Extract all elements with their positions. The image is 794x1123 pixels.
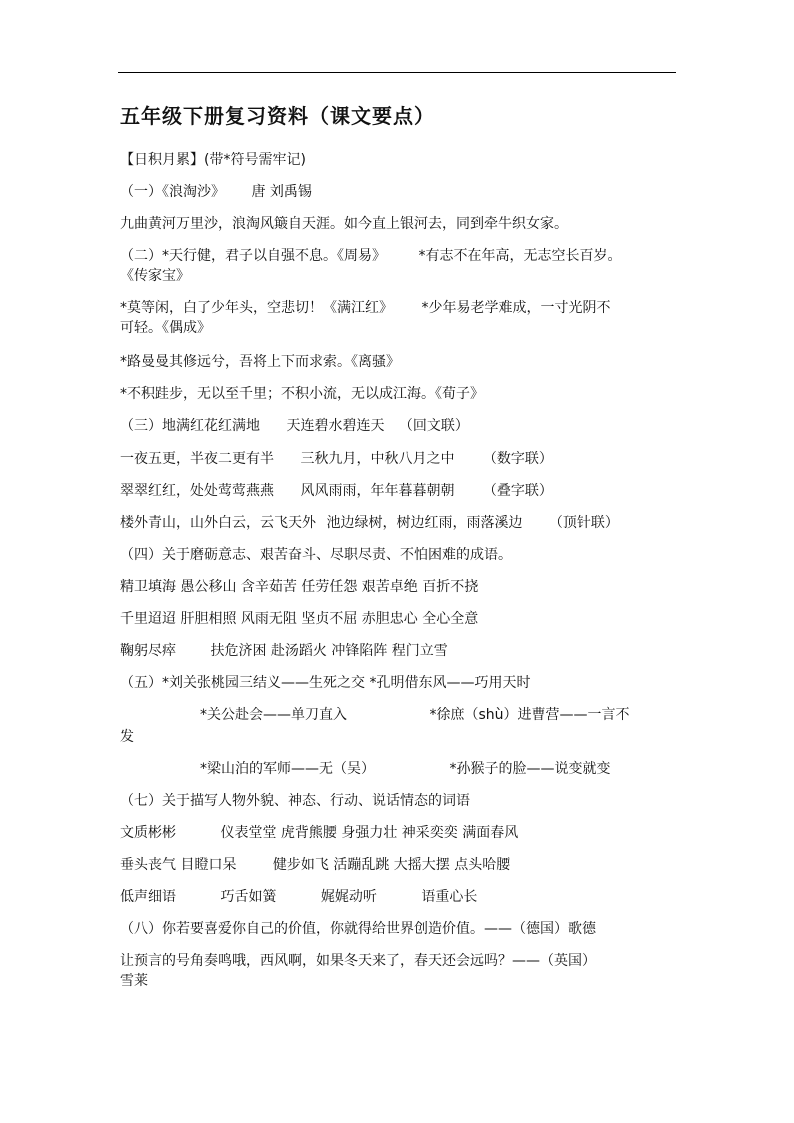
page-title: 五年级下册复习资料（课文要点）: [120, 104, 435, 128]
allegory: *孙猴子的脸——说变就变: [449, 761, 611, 777]
idiom-row: 千里迢迢 肝胆相照 风雨无阻 坚贞不屈 赤胆忠心 全心全意: [120, 611, 479, 627]
phrase: 低声细语: [120, 889, 176, 905]
poem-text: 九曲黄河万里沙，浪淘风簸自天涯。如今直上银河去，同到牵牛织女家。: [120, 216, 568, 232]
couplet-type: （回文联）: [398, 418, 469, 434]
phrase: 文质彬彬: [120, 825, 176, 841]
idiom-row: [120, 641, 448, 661]
couplet-first: 一夜五更，半夜二更有半: [120, 451, 274, 467]
idiom-group: 扶危济困 赴汤蹈火 冲锋陷阵 程门立雪: [210, 643, 448, 659]
allegory: *关公赴会——单刀直入: [200, 707, 347, 723]
couplet-line: [120, 513, 619, 533]
couplet-first: 楼外青山，山外白云，云飞天外: [120, 515, 316, 531]
couplet-line: [120, 481, 553, 501]
couplet-second: 风风雨雨，年年暮暮朝朝: [300, 483, 455, 499]
poem-heading: [120, 182, 312, 202]
couplet-first: 翠翠红红，处处莺莺燕燕: [120, 483, 274, 499]
poem-title: （一）《浪淘沙》: [120, 184, 225, 200]
phrase: 语重心长: [421, 889, 478, 905]
couplet-first: （三）地满红花红满地: [120, 418, 260, 434]
quote-source: 《传家宝》: [120, 268, 190, 284]
quote-source: 可轻。《偶成》: [120, 320, 211, 336]
phrase-group: 健步如飞 活蹦乱跳 大摇大摆 点头哈腰: [272, 857, 511, 873]
poem-author: 唐 刘禹锡: [251, 184, 312, 200]
quote-attribution: 雪莱: [120, 973, 148, 989]
phrase-group: 仪表堂堂 虎背熊腰 身强力壮 神采奕奕 满面春风: [220, 825, 519, 841]
section-heading: （七）关于描写人物外貌、神态、行动、说话情态的词语: [120, 793, 470, 809]
allegory-line: [200, 705, 630, 725]
quote-line: [120, 298, 610, 318]
allegory-line: （五）*刘关张桃园三结义——生死之交 *孔明借东风——巧用天时: [120, 675, 531, 691]
quote-line: （八）你若要喜爱你自己的价值，你就得给世界创造价值。——（德国）歌德: [120, 921, 596, 937]
idiom: 鞠躬尽瘁: [120, 643, 176, 659]
phrase: 巧舌如簧: [220, 889, 277, 905]
phrase-row: [120, 823, 518, 843]
allegory-line: [200, 759, 610, 779]
quote-text: *莫等闲，白了少年头，空悲切！《满江红》: [120, 300, 393, 316]
quote-line: *不积跬步，无以至千里；不积小流，无以成江海。《荀子》: [120, 386, 484, 402]
quote-line: [120, 246, 621, 266]
allegory: *梁山泊的军师——无（吴）: [200, 761, 375, 777]
couplet-second: 三秋九月，中秋八月之中: [300, 451, 455, 467]
quote-text: （二）*天行健，君子以自强不息。《周易》: [120, 248, 386, 264]
header-rule: [118, 72, 676, 73]
couplet-line: [120, 416, 469, 436]
quote-text: *少年易老学难成，一寸光阴不: [421, 300, 611, 316]
quote-line: *路曼曼其修远兮，吾将上下而求索。《离骚》: [120, 354, 400, 370]
section-heading: （四）关于磨砺意志、艰苦奋斗、尽职尽责、不怕困难的成语。: [120, 547, 512, 563]
allegory: *徐庶（shù）进曹营——一言不: [429, 707, 630, 723]
phrase-group: 垂头丧气 目瞪口呆: [120, 857, 237, 873]
phrase: 娓娓动听: [320, 889, 377, 905]
couplet-second: 池边绿树，树边红雨，雨落溪边: [326, 515, 523, 531]
quote-text: *有志不在年高，无志空长百岁。: [418, 248, 622, 264]
section-heading: 【日积月累】(带*符号需牢记): [120, 152, 306, 168]
idiom-row: 精卫填海 愚公移山 含辛茹苦 任劳任怨 艰苦卓绝 百折不挠: [120, 579, 479, 595]
couplet-type: （数字联）: [482, 451, 553, 467]
couplet-second: 天连碧水碧连天: [286, 418, 385, 434]
phrase-row: [120, 855, 510, 875]
couplet-type: （叠字联）: [482, 483, 553, 499]
phrase-row: [120, 887, 477, 907]
couplet-type: （顶针联）: [548, 515, 619, 531]
couplet-line: [120, 449, 553, 469]
allegory-continuation: 发: [120, 729, 134, 745]
quote-line: 让预言的号角奏鸣哦，西风啊，如果冬天来了，春天还会远吗？——（英国）: [120, 953, 596, 969]
